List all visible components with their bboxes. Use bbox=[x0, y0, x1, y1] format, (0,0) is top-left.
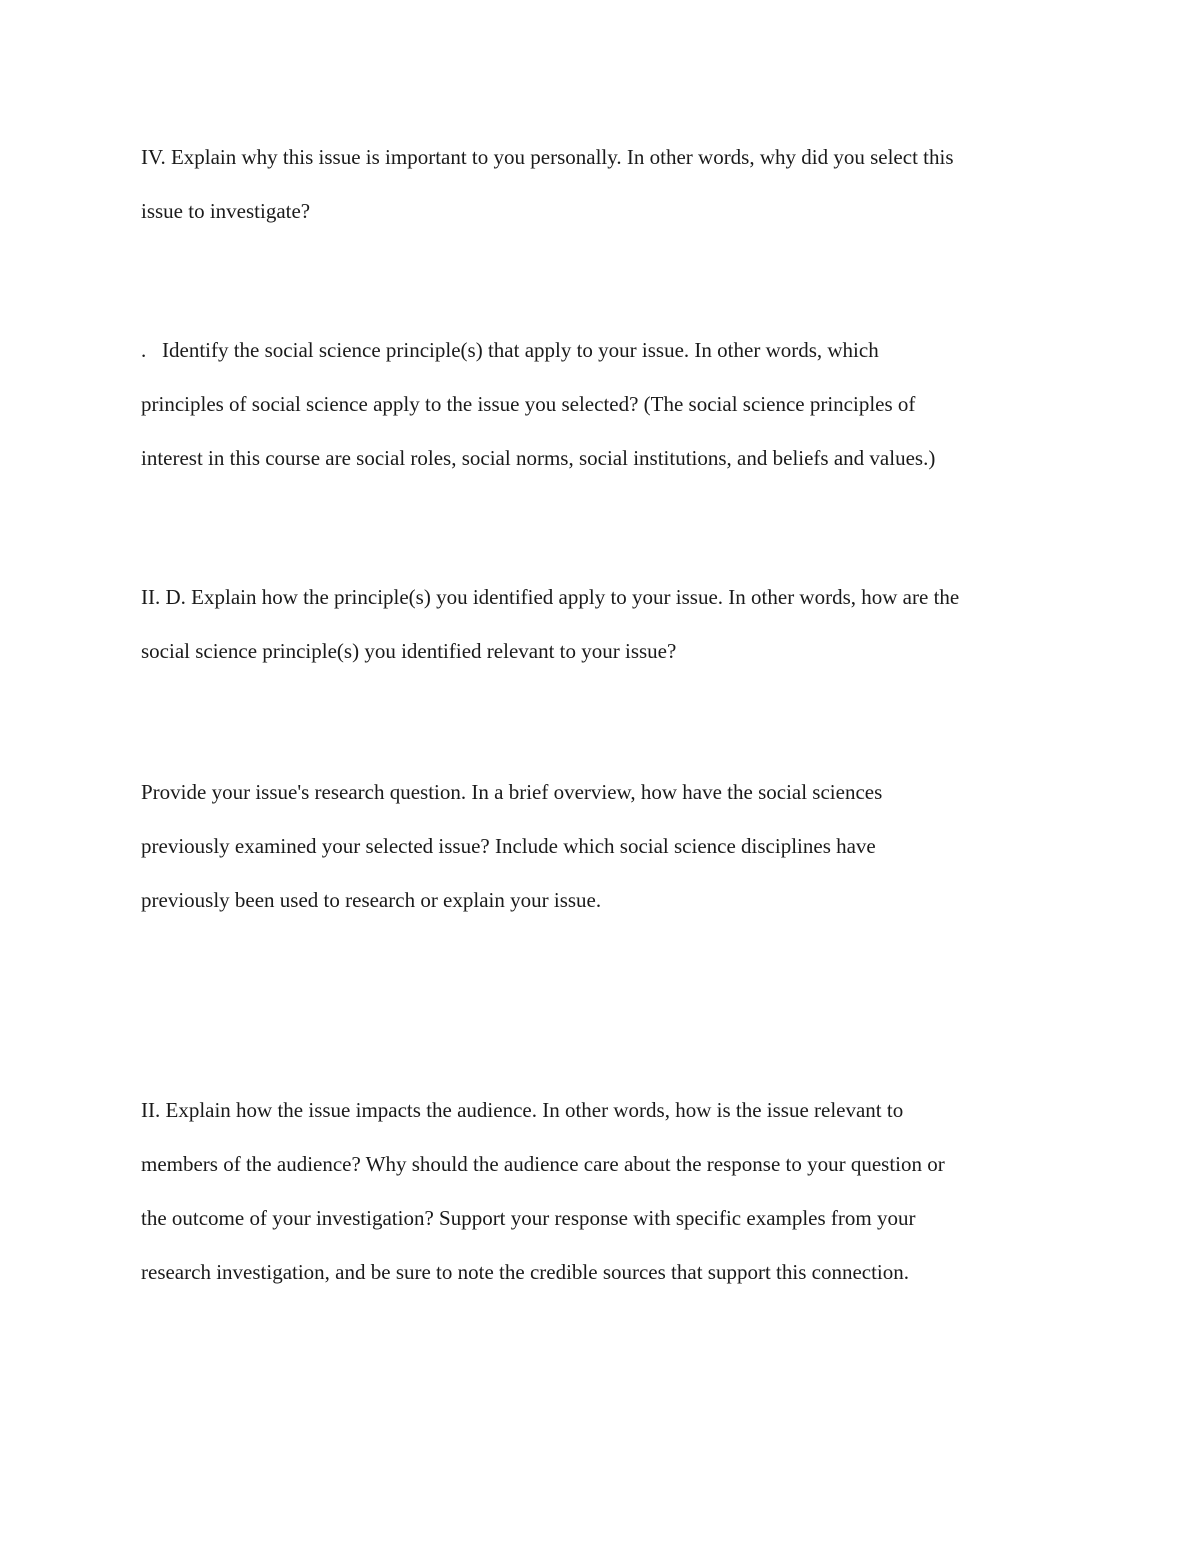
text-line: issue to investigate? bbox=[141, 199, 311, 223]
text-line: IV. Explain why this issue is important to you personally. In other words, why did you select this bbox=[141, 145, 954, 169]
text-line: II. D. Explain how the principle(s) you identified apply to your issue. In other words, how are the bbox=[141, 585, 960, 609]
text-line: the outcome of your investigation? Support your response with specific examples from your bbox=[141, 1206, 916, 1230]
text-line: previously examined your selected issue? Include which social science disciplines have bbox=[141, 834, 876, 858]
paragraph-research-question bbox=[141, 765, 1071, 927]
text-line: research investigation, and be sure to note the credible sources that support this connection. bbox=[141, 1260, 910, 1284]
text-line: social science principle(s) you identified relevant to your issue? bbox=[141, 639, 677, 663]
paragraph-identify-principles bbox=[141, 323, 1071, 485]
text-line: principles of social science apply to the issue you selected? (The social science principles of bbox=[141, 392, 916, 416]
paragraph-apply-principles bbox=[141, 570, 1071, 678]
text-line: interest in this course are social roles, social norms, social institutions, and beliefs and values.) bbox=[141, 446, 936, 470]
text-line: Provide your issue's research question. In a brief overview, how have the social sciences bbox=[141, 780, 883, 804]
paragraph-personal-importance bbox=[141, 130, 1071, 238]
text-line: . Identify the social science principle(s) that apply to your issue. In other words, which bbox=[141, 338, 879, 362]
paragraph-audience-impact bbox=[141, 1083, 1071, 1299]
text-line: previously been used to research or explain your issue. bbox=[141, 888, 602, 912]
text-line: II. Explain how the issue impacts the audience. In other words, how is the issue relevant to bbox=[141, 1098, 904, 1122]
text-line: members of the audience? Why should the audience care about the response to your question or bbox=[141, 1152, 945, 1176]
